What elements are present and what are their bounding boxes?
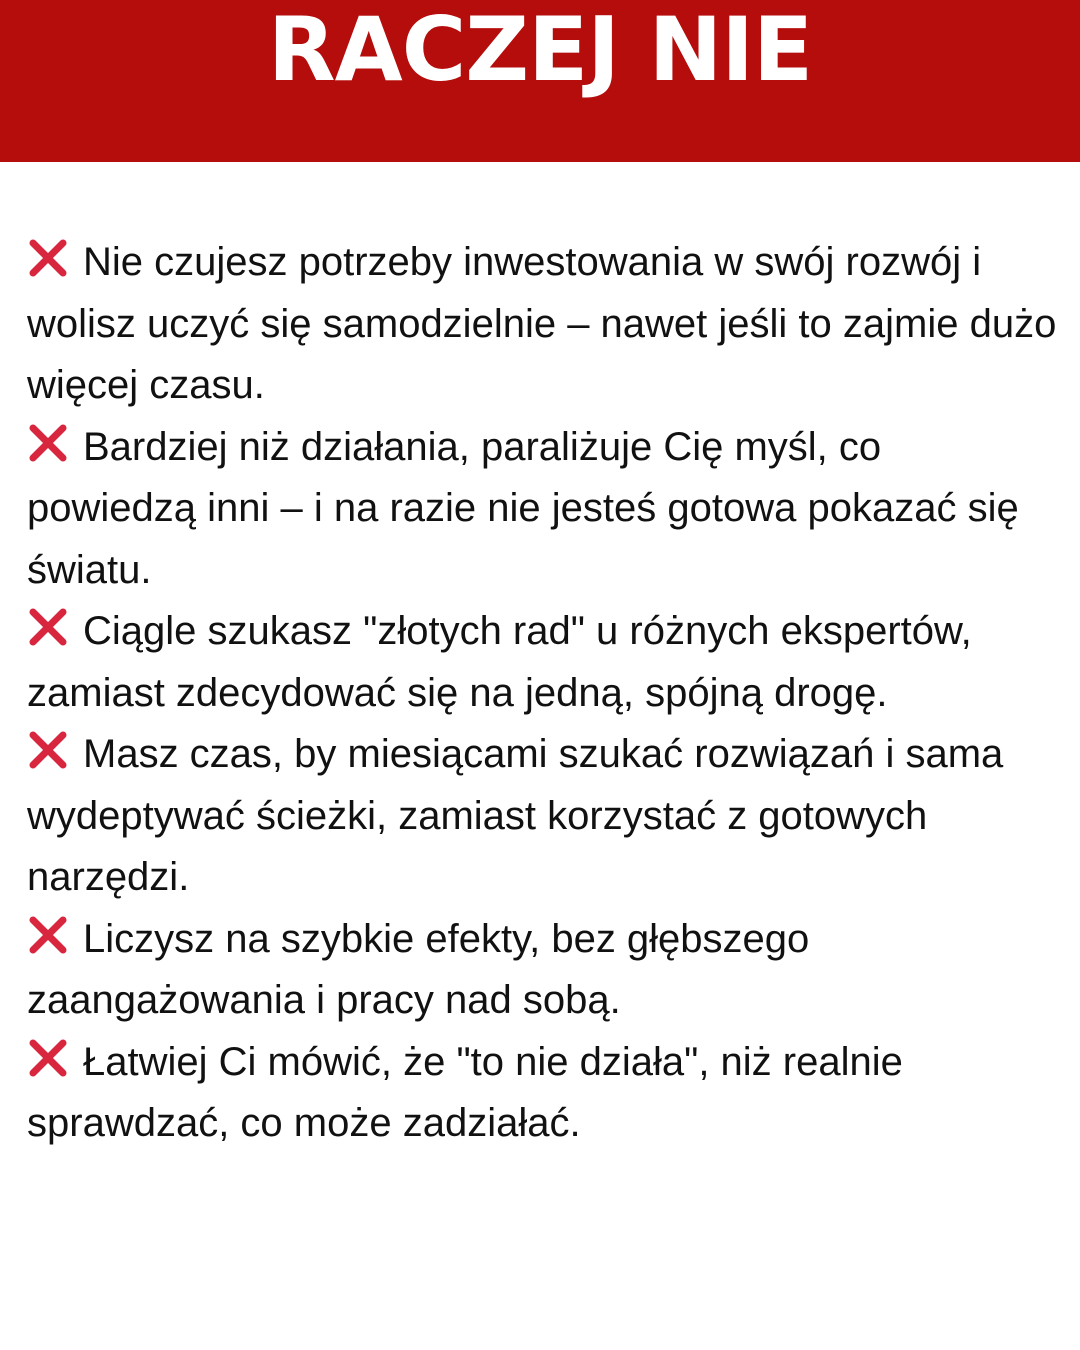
- reasons-list: [27, 232, 1057, 1155]
- list-item: [27, 232, 1057, 417]
- list-item: [27, 417, 1057, 602]
- page-title: RACZEJ NIE: [267, 0, 813, 101]
- list-item: [27, 601, 1057, 724]
- cross-mark-icon: [27, 422, 69, 464]
- cross-mark-icon: [27, 914, 69, 956]
- list-item: [27, 909, 1057, 1032]
- header-banner: [0, 0, 1080, 162]
- list-item: [27, 1032, 1057, 1155]
- cross-mark-icon: [27, 237, 69, 279]
- cross-mark-icon: [27, 606, 69, 648]
- list-item-text: Bardziej niż działania, paraliżuje Cię myśl, co powiedzą inni – i na razie nie jesteś gotowa pokazać się światu.: [27, 424, 1019, 592]
- cross-mark-icon: [27, 1037, 69, 1079]
- list-item-text: Nie czujesz potrzeby inwestowania w swój rozwój i wolisz uczyć się samodzielnie – nawet jeśli to zajmie dużo więcej czasu.: [27, 240, 1057, 407]
- list-item-text: Liczysz na szybkie efekty, bez głębszego zaangażowania i pracy nad sobą.: [27, 916, 810, 1022]
- list-item-text: Łatwiej Ci mówić, że "to nie działa", niż realnie sprawdzać, co może zadziałać.: [27, 1039, 903, 1145]
- list-item-text: Masz czas, by miesiącami szukać rozwiązań i sama wydeptywać ścieżki, zamiast korzystać z gotowych narzędzi.: [27, 732, 1004, 899]
- list-item: [27, 724, 1057, 909]
- list-item-text: Ciągle szukasz "złotych rad" u różnych ekspertów, zamiast zdecydować się na jedną, spójną drogę.: [27, 609, 972, 715]
- cross-mark-icon: [27, 729, 69, 771]
